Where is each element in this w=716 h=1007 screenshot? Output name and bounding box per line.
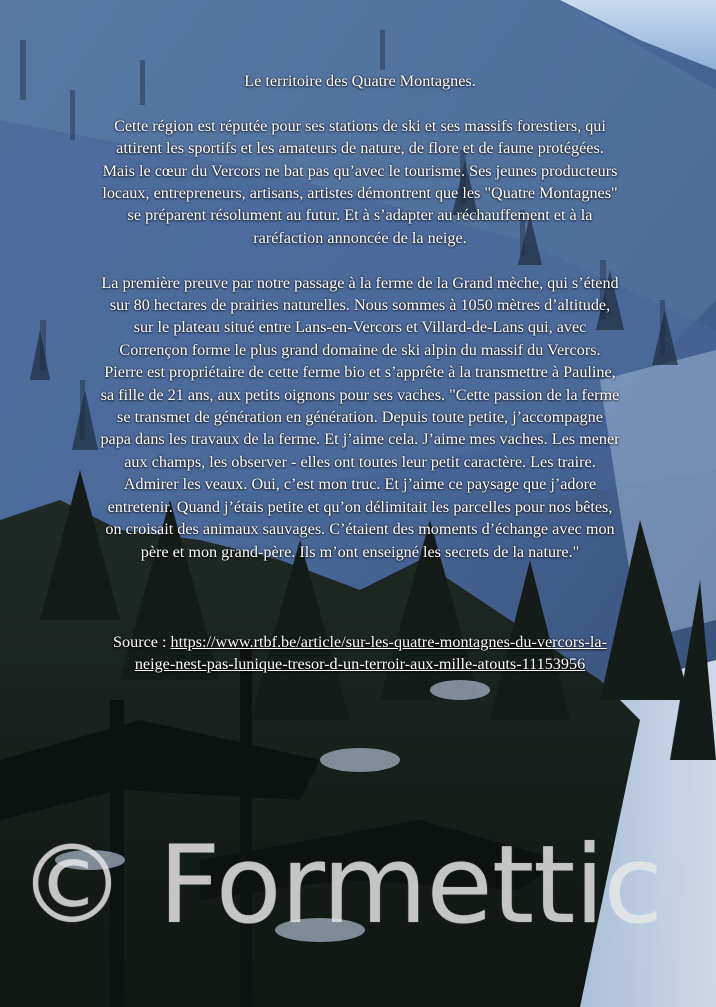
paragraph-intro: Cette région est réputée pour ses stations de ski et ses massifs forestiers, qui attirent les sportifs et les amateurs de nature, de flore et de faune protégées. Mais le cœur du Vercors ne bat pas qu’avec le tourisme. Ses jeunes producteurs locaux, entrepreneurs, artisans, artistes démontrent que les "Quatre Montagnes" se préparent résolument au futur. Et à s’adapter au réchauffement et à la raréfaction annoncée de la neige. xyxy=(102,116,618,247)
paragraph-farm: La première preuve par notre passage à la ferme de la Grand mèche, qui s’étend sur 80 hectares de prairies naturelles. Nous sommes à 1050 mètres d’altitude, sur le plateau situé entre Lans-en-Vercors et Villard-de-Lans qui, avec Corrençon forme le plus grand domaine de ski alpin du massif du Vercors. Pierre est propriétaire de cette ferme bio et s’apprête à la transmettre à Pauline, sa fille de 21 ans, aux petits oignons pour ses vaches. "Cette passion de la ferme se transmet de génération en génération. Depuis toute petite, j’accompagne papa dans les travaux de la ferme. Et j’aime cela. J’aime mes vaches. Les mener aux champs, les observer - elles ont toutes leur petit caractère. Les traire. Admirer les veaux. Oui, c’est mon truc. Et j’aime ce paysage que j’adore entretenir. Quand j’étais petite et qu’on délimitait les parcelles pour nos bêtes, on croisait des animaux sauvages. C’étaient des moments d’échange avec mon père et mon grand-père. Ils m’ont enseigné les secrets de la nature." xyxy=(100,273,620,561)
source-label: Source : xyxy=(113,632,171,651)
document-title: Le territoire des Quatre Montagnes. xyxy=(244,72,476,90)
watermark-text: © Formettic xyxy=(18,823,662,948)
document-body xyxy=(100,70,620,676)
source-link[interactable]: https://www.rtbf.be/article/sur-les-quatre-montagnes-du-vercors-la-neige-nest-pas-lunique-tresor-d-un-terroir-aux-mille-atouts-11153956 xyxy=(134,632,607,674)
source-line xyxy=(100,631,620,676)
